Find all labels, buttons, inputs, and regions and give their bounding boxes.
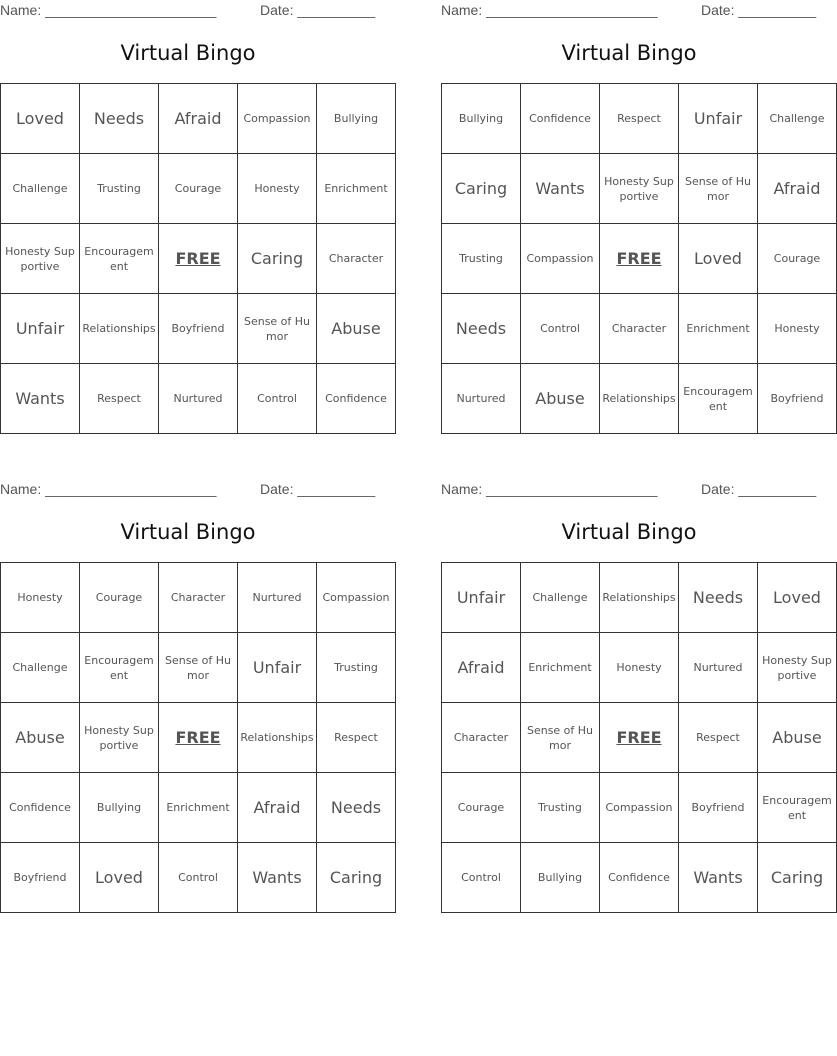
- bingo-cell: Challenge: [1, 633, 80, 703]
- card-header: [0, 481, 376, 499]
- bingo-cell: Wants: [238, 843, 317, 913]
- card-header: [441, 481, 817, 499]
- bingo-cell: Honesty: [238, 154, 317, 224]
- bingo-cell: Caring: [442, 154, 521, 224]
- bingo-cell: Encouragement: [80, 224, 159, 294]
- date-line: Date: __________: [260, 481, 376, 497]
- bingo-cell: Sense of Humor: [238, 294, 317, 364]
- bingo-cell: Control: [521, 294, 600, 364]
- bingo-cell: Loved: [679, 224, 758, 294]
- bingo-row: [442, 843, 837, 913]
- bingo-cell: Trusting: [442, 224, 521, 294]
- bingo-cell: Sense of Humor: [521, 703, 600, 773]
- free-space: FREE: [159, 703, 238, 773]
- bingo-cell: Abuse: [521, 364, 600, 434]
- bingo-cell: Boyfriend: [758, 364, 837, 434]
- bingo-grid: [0, 83, 396, 434]
- bingo-cell: Caring: [758, 843, 837, 913]
- bingo-row: [1, 703, 396, 773]
- bingo-cell: Sense of Humor: [679, 154, 758, 224]
- bingo-cell: Courage: [758, 224, 837, 294]
- bingo-cell: Challenge: [521, 563, 600, 633]
- date-line: Date: __________: [701, 481, 817, 497]
- bingo-cell: Boyfriend: [159, 294, 238, 364]
- bingo-cell: Unfair: [1, 294, 80, 364]
- bingo-cell: Loved: [758, 563, 837, 633]
- bingo-row: [442, 773, 837, 843]
- bingo-cell: Honesty: [758, 294, 837, 364]
- card-title: Virtual Bingo: [120, 520, 256, 544]
- card-title: Virtual Bingo: [561, 520, 697, 544]
- bingo-cell: Relationships: [80, 294, 159, 364]
- bingo-cell: Compassion: [238, 84, 317, 154]
- bingo-row: [1, 773, 396, 843]
- bingo-cell: Compassion: [317, 563, 396, 633]
- bingo-cell: Control: [159, 843, 238, 913]
- bingo-row: [1, 364, 396, 434]
- bingo-cell: Nurtured: [679, 633, 758, 703]
- bingo-cell: Encouragement: [679, 364, 758, 434]
- bingo-card-1: [0, 0, 388, 440]
- bingo-cell: Trusting: [317, 633, 396, 703]
- bingo-cell: Confidence: [521, 84, 600, 154]
- free-space: FREE: [600, 703, 679, 773]
- bingo-cell: Confidence: [600, 843, 679, 913]
- bingo-cell: Boyfriend: [679, 773, 758, 843]
- bingo-cell: Wants: [521, 154, 600, 224]
- date-line: Date: __________: [260, 2, 376, 18]
- bingo-cell: Control: [442, 843, 521, 913]
- bingo-row: [442, 154, 837, 224]
- bingo-cell: Afraid: [442, 633, 521, 703]
- bingo-cell: Wants: [1, 364, 80, 434]
- bingo-cell: Afraid: [238, 773, 317, 843]
- bingo-cell: Honesty: [600, 633, 679, 703]
- name-line: Name: ______________________: [441, 2, 658, 18]
- bingo-cell: Confidence: [317, 364, 396, 434]
- bingo-cell: Honesty Supportive: [80, 703, 159, 773]
- bingo-cell: Unfair: [238, 633, 317, 703]
- bingo-cell: Challenge: [758, 84, 837, 154]
- bingo-card-2: [441, 0, 825, 440]
- free-space: FREE: [600, 224, 679, 294]
- bingo-cell: Honesty Supportive: [1, 224, 80, 294]
- bingo-row: [442, 703, 837, 773]
- bingo-cell: Boyfriend: [1, 843, 80, 913]
- bingo-cell: Character: [442, 703, 521, 773]
- bingo-cell: Bullying: [317, 84, 396, 154]
- bingo-cell: Honesty Supportive: [758, 633, 837, 703]
- bingo-row: [442, 84, 837, 154]
- bingo-cell: Enrichment: [317, 154, 396, 224]
- name-line: Name: ______________________: [0, 2, 217, 18]
- bingo-cell: Character: [159, 563, 238, 633]
- bingo-cell: Wants: [679, 843, 758, 913]
- card-header: [441, 2, 817, 20]
- bingo-grid: [441, 83, 837, 434]
- bingo-grid: [441, 562, 837, 913]
- date-line: Date: __________: [701, 2, 817, 18]
- bingo-cell: Compassion: [521, 224, 600, 294]
- bingo-cell: Nurtured: [442, 364, 521, 434]
- bingo-card-4: [441, 479, 832, 919]
- bingo-cell: Character: [317, 224, 396, 294]
- name-line: Name: ______________________: [0, 481, 217, 497]
- bingo-cell: Honesty Supportive: [600, 154, 679, 224]
- bingo-cell: Afraid: [758, 154, 837, 224]
- bingo-cell: Relationships: [600, 364, 679, 434]
- bingo-row: [1, 294, 396, 364]
- bingo-row: [1, 563, 396, 633]
- bingo-cell: Nurtured: [238, 563, 317, 633]
- card-header: [0, 2, 376, 20]
- bingo-cell: Control: [238, 364, 317, 434]
- bingo-cell: Respect: [679, 703, 758, 773]
- bingo-cell: Bullying: [442, 84, 521, 154]
- bingo-cell: Enrichment: [521, 633, 600, 703]
- bingo-row: [442, 294, 837, 364]
- bingo-cell: Respect: [600, 84, 679, 154]
- bingo-cell: Character: [600, 294, 679, 364]
- bingo-cell: Loved: [1, 84, 80, 154]
- bingo-row: [1, 154, 396, 224]
- bingo-row: [442, 563, 837, 633]
- bingo-cell: Courage: [80, 563, 159, 633]
- bingo-cell: Needs: [80, 84, 159, 154]
- bingo-cell: Enrichment: [159, 773, 238, 843]
- bingo-cell: Loved: [80, 843, 159, 913]
- bingo-cell: Enrichment: [679, 294, 758, 364]
- bingo-cell: Needs: [679, 563, 758, 633]
- bingo-cell: Nurtured: [159, 364, 238, 434]
- bingo-row: [442, 633, 837, 703]
- bingo-row: [442, 224, 837, 294]
- card-title: Virtual Bingo: [120, 41, 256, 65]
- bingo-row: [1, 843, 396, 913]
- bingo-cell: Trusting: [521, 773, 600, 843]
- bingo-row: [1, 633, 396, 703]
- bingo-cell: Respect: [317, 703, 396, 773]
- bingo-cell: Relationships: [600, 563, 679, 633]
- bingo-row: [1, 224, 396, 294]
- bingo-cell: Bullying: [521, 843, 600, 913]
- bingo-card-3: [0, 479, 390, 919]
- bingo-cell: Courage: [442, 773, 521, 843]
- bingo-cell: Sense of Humor: [159, 633, 238, 703]
- bingo-grid: [0, 562, 396, 913]
- bingo-cell: Abuse: [758, 703, 837, 773]
- bingo-cell: Afraid: [159, 84, 238, 154]
- bingo-cell: Confidence: [1, 773, 80, 843]
- bingo-cell: Unfair: [442, 563, 521, 633]
- bingo-cell: Courage: [159, 154, 238, 224]
- name-line: Name: ______________________: [441, 481, 658, 497]
- bingo-row: [442, 364, 837, 434]
- bingo-row: [1, 84, 396, 154]
- bingo-cell: Unfair: [679, 84, 758, 154]
- bingo-cell: Honesty: [1, 563, 80, 633]
- bingo-cell: Needs: [442, 294, 521, 364]
- bingo-cell: Abuse: [1, 703, 80, 773]
- free-space: FREE: [159, 224, 238, 294]
- bingo-cell: Trusting: [80, 154, 159, 224]
- bingo-cell: Encouragement: [80, 633, 159, 703]
- bingo-cell: Bullying: [80, 773, 159, 843]
- bingo-cell: Compassion: [600, 773, 679, 843]
- bingo-cell: Abuse: [317, 294, 396, 364]
- bingo-cell: Needs: [317, 773, 396, 843]
- bingo-cell: Caring: [238, 224, 317, 294]
- bingo-cell: Encouragement: [758, 773, 837, 843]
- bingo-cell: Caring: [317, 843, 396, 913]
- bingo-cell: Relationships: [238, 703, 317, 773]
- bingo-cell: Respect: [80, 364, 159, 434]
- card-title: Virtual Bingo: [561, 41, 697, 65]
- bingo-cell: Challenge: [1, 154, 80, 224]
